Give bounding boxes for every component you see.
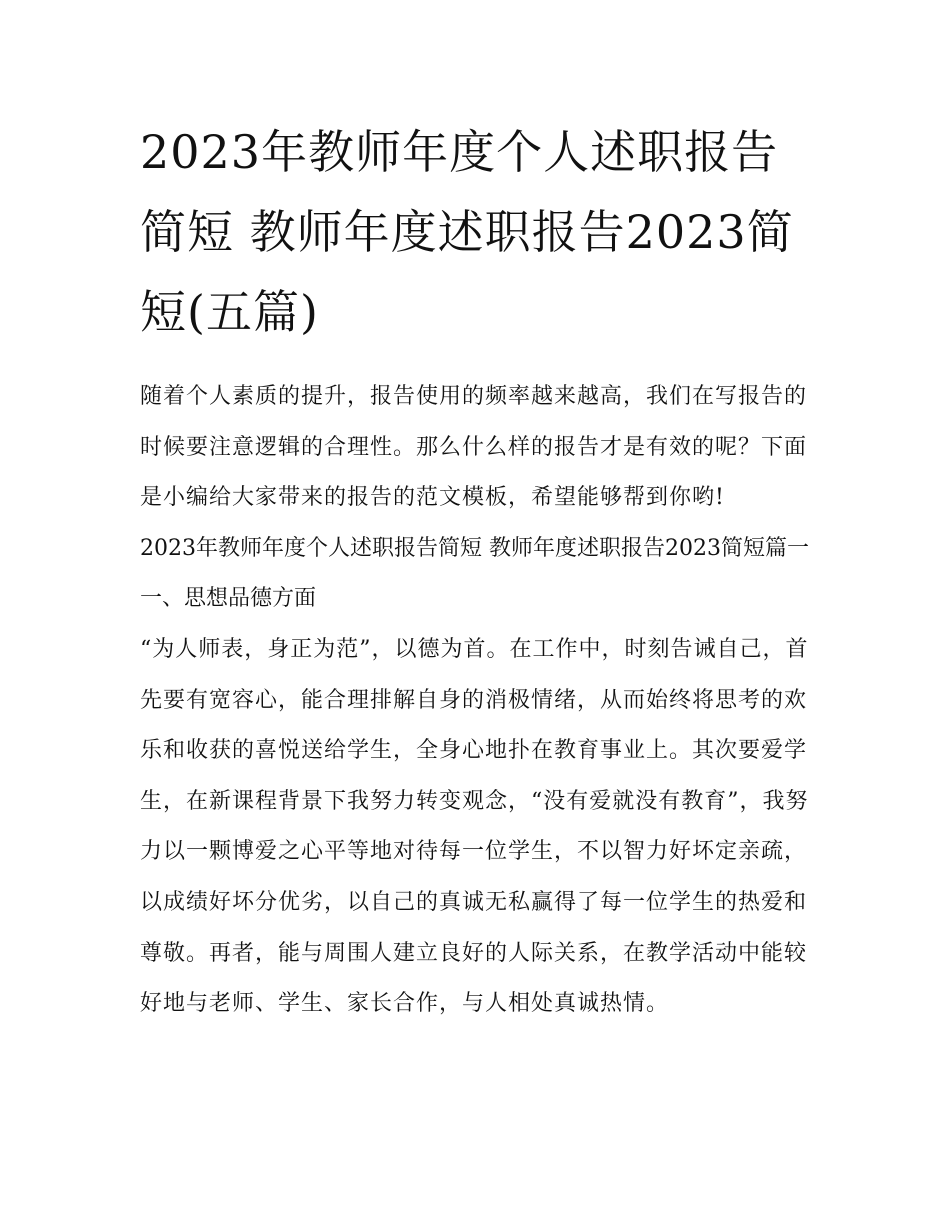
- document-page: [140, 112, 812, 1030]
- section-heading: 2023年教师年度个人述职报告简短 教师年度述职报告2023简短篇一 一、思想品德方面: [140, 535, 809, 612]
- intro-paragraph: 随着个人素质的提升，报告使用的频率越来越高，我们在写报告的时候要注意逻辑的合理性。那么什么样的报告才是有效的呢？下面是小编给大家带来的报告的范文模板，希望能够帮到你哟!: [140, 384, 808, 511]
- body-paragraph: “为人师表，身正为范”，以德为首。在工作中，时刻告诫自己，首先要有宽容心，能合理排解自身的消极情绪，从而始终将思考的欢乐和收获的喜悦送给学生，全身心地扑在教育事业上。其次要爱学生，在新课程背景下我努力转变观念，“没有爱就没有教育”，我努力以一颗博爱之心平等地对待每一位学生，不以智力好坏定亲疏，以成绩好坏分优劣，以自己的真诚无私赢得了每一位学生的热爱和尊敬。再者，能与周围人建立良好的人际关系，在教学活动中能较好地与老师、学生、家长合作，与人相处真诚热情。: [140, 636, 809, 1017]
- document-title: 2023年教师年度个人述职报告简短 教师年度述职报告2023简短(五篇): [140, 125, 794, 339]
